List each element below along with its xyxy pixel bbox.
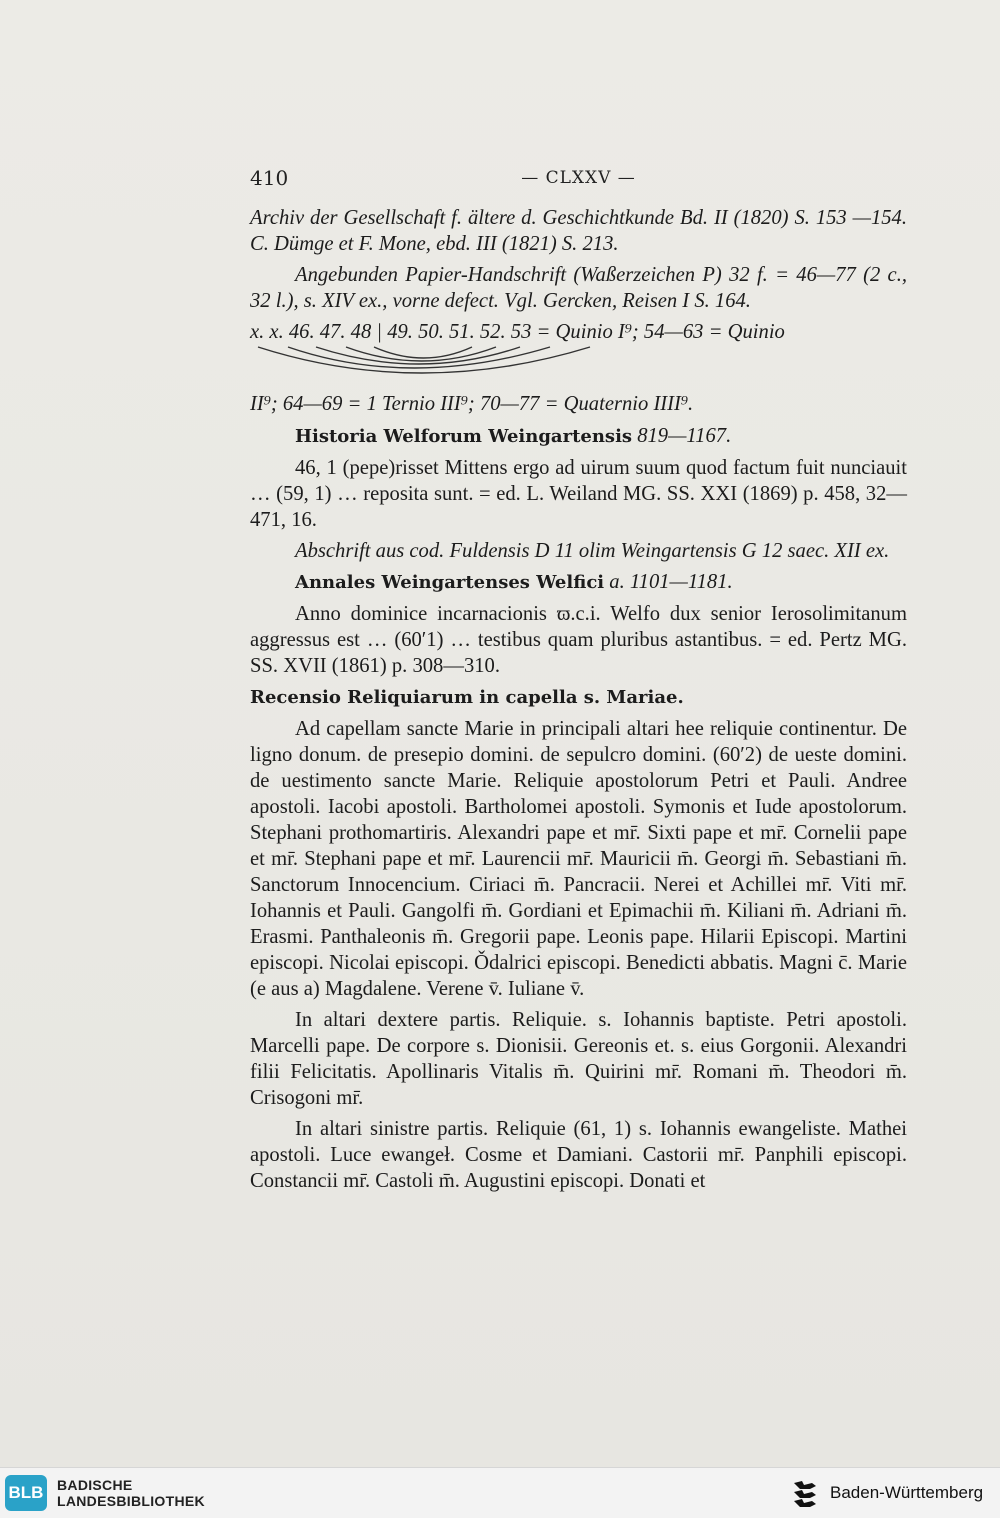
paragraph-left-altar: In altari sinistre partis. Reliquie (61, 1) s. Iohannis ewangeliste. Mathei apostoli. Luce ewangeł. Cosme et Damiani. Castorii mr̄. Panphili episcopi. Constancii mr̄. Castoli m̄. Augustini episcopi. Donati et [250, 1118, 907, 1192]
quire-formula-line-2: II⁹; 64—69 = 1 Ternio III⁹; 70—77 = Quaternio IIII⁹. [250, 393, 694, 415]
page-body [250, 205, 907, 1199]
heading-historia-range: 819—1167. [637, 425, 732, 447]
page-number: 410 [250, 166, 289, 190]
paragraph-binding: Angebunden Papier-Handschrift (Waßerzeichen P) 32 f. = 46—77 (2 c., 32 l.), s. XIV ex., vorne defect. Vgl. Gercken, Reisen I S. 164. [250, 264, 907, 312]
running-title: — CLXXV — [521, 168, 636, 188]
blb-logo[interactable]: BLB [5, 1475, 47, 1511]
heading-recensio-title: Recensio Reliquiarum in capella s. Mariae. [250, 687, 684, 708]
heading-annales-range: a. 1101—1181. [609, 571, 733, 593]
paragraph-bibliography: Archiv der Gesellschaft f. ältere d. Geschichtkunde Bd. II (1820) S. 153 —154. C. Dümge et F. Mone, ebd. III (1821) S. 213. [250, 207, 907, 255]
heading-recensio [250, 684, 907, 711]
blb-name-line-1: BADISCHE [57, 1477, 133, 1493]
heading-annales [250, 569, 907, 596]
paragraph-historia-incipit: 46, 1 (pepe)risset Mittens ergo ad uirum suum quod factum fuit nunciauit … (59, 1) … reposita sunt. = ed. L. Weiland MG. SS. XXI (1869) p. 458, 32—471, 16. [250, 457, 907, 531]
paragraph-right-altar: In altari dextere partis. Reliquie. s. Iohannis baptiste. Petri apostoli. Marcelli pape. De corpore s. Dionisii. Gereonis et. s. eius Gorgonii. Alexandri filii Felicitatis. Apollinaris Vitalis m̄. Quirini mr̄. Romani m̄. Theodori m̄. Crisogoni mr̄. [250, 1009, 907, 1109]
paragraph-annales-incipit: Anno dominice incarnacionis ϖ.c.i. Welfo dux senior Ierosolimitanum aggressus est … (60′1) … testibus quam pluribus astantibus. = ed. Pertz MG. SS. XVII (1861) p. 308—310. [250, 603, 907, 677]
quire-formula-line-1: x. x. 46. 47. 48 | 49. 50. 51. 52. 53 = Quinio I⁹; 54—63 = Quinio [250, 321, 785, 343]
baden-wuerttemberg-label[interactable]: Baden-Württemberg [830, 1483, 984, 1502]
blb-name[interactable] [57, 1477, 205, 1509]
quire-diagram [250, 345, 907, 391]
page-header [250, 166, 907, 194]
heading-historia-title: Historia Welforum Weingartensis [295, 426, 633, 447]
paragraph-abschrift: Abschrift aus cod. Fuldensis D 11 olim Weingartensis G 12 saec. XII ex. [295, 540, 890, 562]
quire-arcs-graphic [250, 339, 610, 391]
heading-historia [250, 423, 907, 450]
blb-name-line-2: LANDESBIBLIOTHEK [57, 1493, 205, 1509]
lions-crest-icon [790, 1477, 822, 1509]
paragraph-principal-altar: Ad capellam sancte Marie in principali altari hee reliquie continentur. De ligno donum. de presepio domini. de sepulcro domini. (60′2) de ueste domini. de uestimento sancte Marie. Reliquie apostolorum Petri et Pauli. Andree apostoli. Iacobi apostoli. Bartholomei apostoli. Symonis et Iude apostolorum. Stephani prothomartiris. Alexandri pape et mr̄. Sixti pape et mr̄. Cornelii pape et mr̄. Stephani pape et mr̄. Laurencii mr̄. Mauricii m̄. Georgi m̄. Sebastiani m̄. Sanctorum Innocencium. Ciriaci m̄. Pancracii. Nerei et Achillei mr̄. Viti mr̄. Iohannis et Pauli. Gangolfi m̄. Gordiani et Epimachii m̄. Kiliani m̄. Adriani m̄. Erasmi. Panthaleonis m̄. Gregorii pape. Leonis pape. Hilarii Episcopi. Martini episcopi. Nicolai episcopi. Ǒdalrici episcopi. Benedicti abbatis. Magni c̄. Marie (e aus a) Magdalene. Verene v̄. Iuliane v̄. [250, 718, 907, 1000]
heading-annales-title: Annales Weingartenses Welfici [295, 572, 605, 593]
viewer-footer [0, 1467, 1000, 1518]
